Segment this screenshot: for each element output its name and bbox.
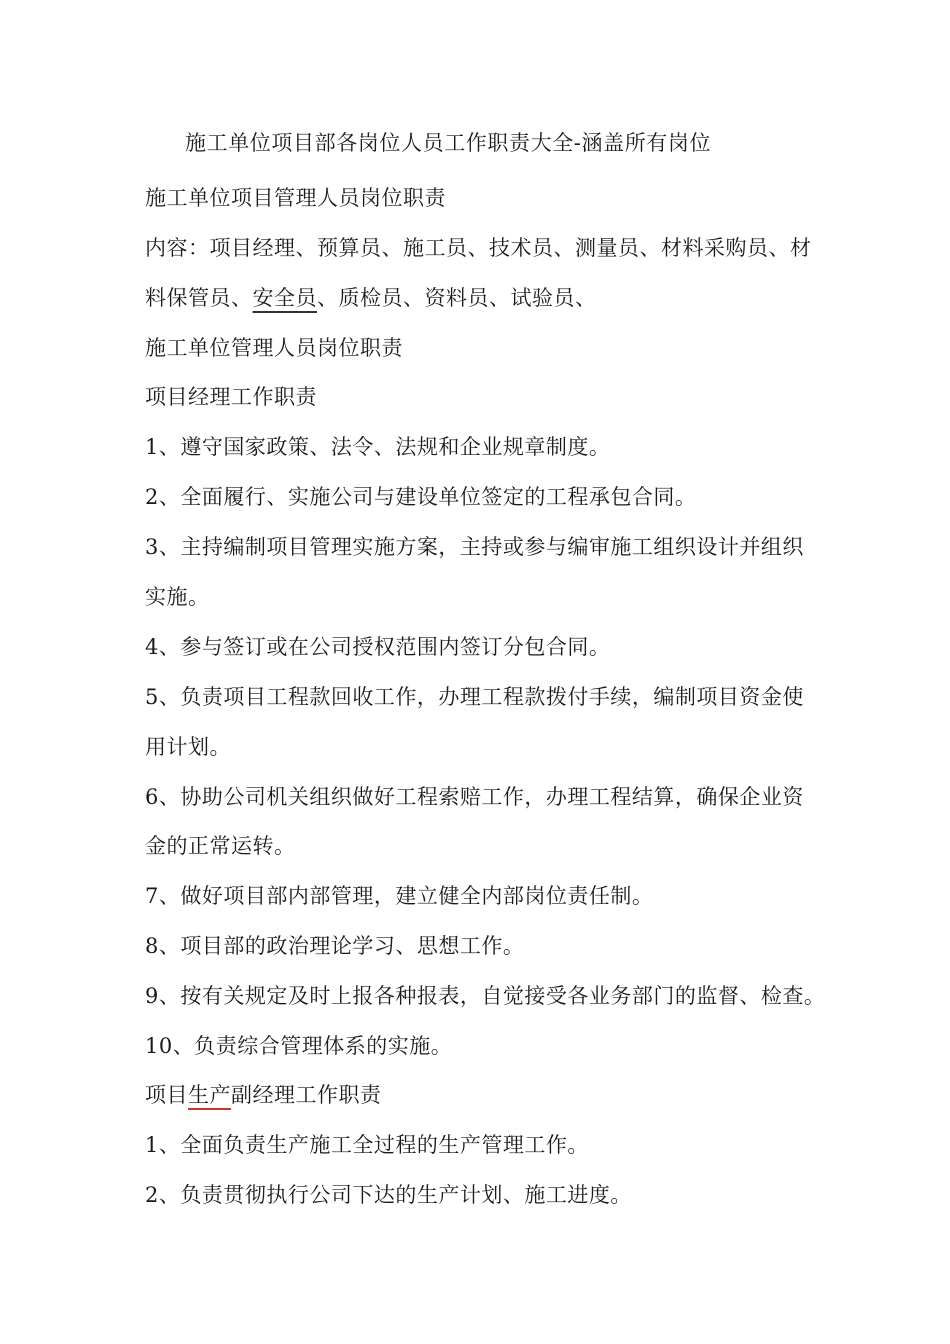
document-title: 施工单位项目部各岗位人员工作职责大全-涵盖所有岗位 — [185, 131, 712, 155]
underlined-term: 安全员 — [252, 286, 317, 310]
content-text: 、质检员、资料员、试验员、 — [317, 286, 597, 310]
heading-text: 副经理工作职责 — [231, 1083, 382, 1107]
duty-item: 3、主持编制项目管理实施方案，主持或参与编审施工组织设计并组织 — [145, 535, 804, 559]
duty-item: 4、参与签订或在公司授权范围内签订分包合同。 — [145, 635, 611, 659]
duty-item-continuation: 金的正常运转。 — [145, 834, 296, 858]
duty-item: 1、遵守国家政策、法令、法规和企业规章制度。 — [145, 435, 611, 459]
duty-item: 2、负责贯彻执行公司下达的生产计划、施工进度。 — [145, 1183, 632, 1207]
subsection-heading — [145, 1080, 382, 1110]
subsection-heading: 项目经理工作职责 — [145, 385, 317, 409]
duty-item: 5、负责项目工程款回收工作，办理工程款拨付手续，编制项目资金使 — [145, 685, 804, 709]
duty-item: 8、项目部的政治理论学习、思想工作。 — [145, 934, 525, 958]
duty-item: 7、做好项目部内部管理，建立健全内部岗位责任制。 — [145, 884, 654, 908]
duty-item: 1、全面负责生产施工全过程的生产管理工作。 — [145, 1133, 589, 1157]
section-heading: 施工单位项目管理人员岗位职责 — [145, 186, 446, 210]
section-heading: 施工单位管理人员岗位职责 — [145, 336, 403, 360]
duty-item: 6、协助公司机关组织做好工程索赔工作，办理工程结算，确保企业资 — [145, 785, 804, 809]
content-line — [145, 283, 597, 313]
duty-item-continuation: 用计划。 — [145, 735, 231, 759]
duty-item: 10、负责综合管理体系的实施。 — [145, 1034, 453, 1058]
heading-text: 项目 — [145, 1083, 188, 1107]
underlined-term: 生产 — [188, 1083, 231, 1107]
duty-item: 2、全面履行、实施公司与建设单位签定的工程承包合同。 — [145, 485, 697, 509]
content-text: 料保管员、 — [145, 286, 253, 310]
duty-item-continuation: 实施。 — [145, 585, 210, 609]
content-line: 内容：项目经理、预算员、施工员、技术员、测量员、材料采购员、材 — [145, 236, 812, 260]
duty-item: 9、按有关规定及时上报各种报表，自觉接受各业务部门的监督、检查。 — [145, 984, 826, 1008]
